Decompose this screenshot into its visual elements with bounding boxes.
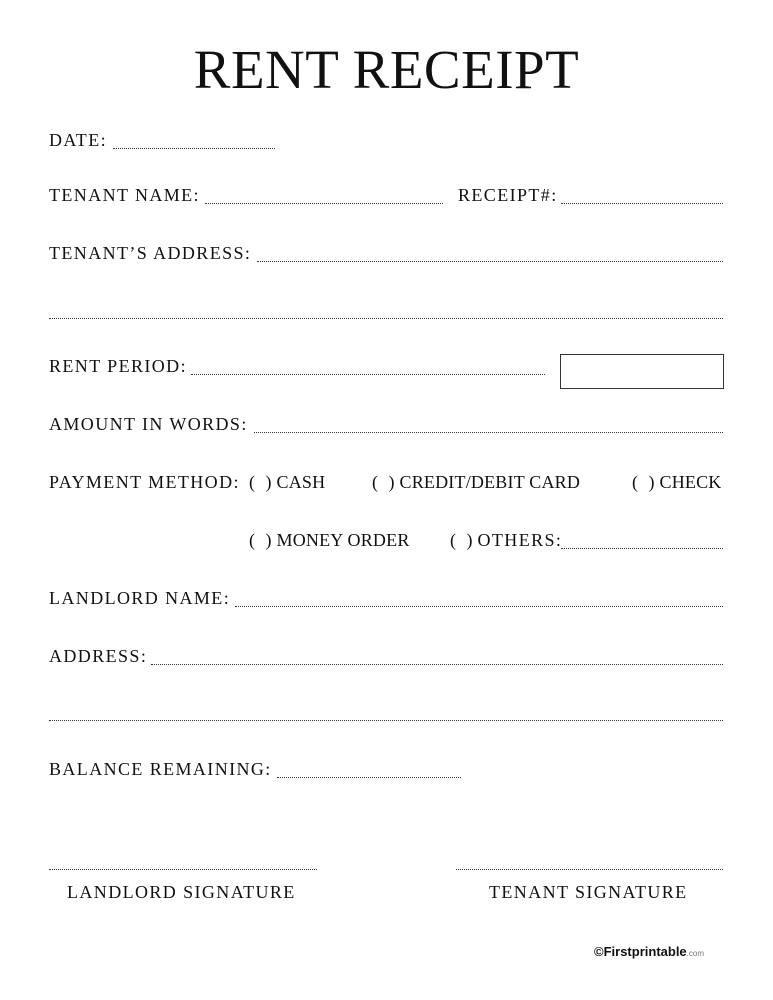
copyright-icon: © xyxy=(594,944,604,959)
receipt-number-label: RECEIPT#: xyxy=(458,185,558,205)
brand-domain: .com xyxy=(686,949,705,958)
money-order-label: MONEY ORDER xyxy=(276,530,410,550)
rent-period-line[interactable] xyxy=(191,374,545,375)
balance-remaining-line[interactable] xyxy=(277,777,461,778)
cash-label: CASH xyxy=(276,472,326,492)
option-others[interactable] xyxy=(450,530,562,551)
rent-period-label: RENT PERIOD: xyxy=(49,356,187,376)
balance-remaining-label: BALANCE REMAINING: xyxy=(49,759,272,779)
option-cash[interactable] xyxy=(249,472,325,493)
tenant-signature-line[interactable] xyxy=(456,869,723,870)
landlord-signature-line[interactable] xyxy=(49,869,317,870)
tenant-signature-label: TENANT SIGNATURE xyxy=(489,882,688,902)
tenant-address-label: TENANT’S ADDRESS: xyxy=(49,243,252,263)
brand-watermark xyxy=(594,944,704,959)
amount-in-words-label: AMOUNT IN WORDS: xyxy=(49,414,248,434)
others-line[interactable] xyxy=(561,548,723,549)
cash-checkbox[interactable]: ( ) xyxy=(249,472,275,492)
date-label: DATE: xyxy=(49,130,107,150)
page-title: RENT RECEIPT xyxy=(193,39,580,100)
tenant-name-label: TENANT NAME: xyxy=(49,185,200,205)
others-label: OTHERS: xyxy=(477,530,563,550)
landlord-name-line[interactable] xyxy=(235,606,723,607)
receipt-number-line[interactable] xyxy=(561,203,723,204)
others-checkbox[interactable]: ( ) xyxy=(450,530,476,550)
tenant-name-line[interactable] xyxy=(205,203,443,204)
card-checkbox[interactable]: ( ) xyxy=(372,472,398,492)
landlord-name-label: LANDLORD NAME: xyxy=(49,588,231,608)
landlord-address-line-2[interactable] xyxy=(49,720,723,721)
payment-method-label: PAYMENT METHOD: xyxy=(49,472,240,492)
landlord-signature-label: LANDLORD SIGNATURE xyxy=(67,882,296,902)
check-label: CHECK xyxy=(659,472,722,492)
tenant-address-line-2[interactable] xyxy=(49,318,723,319)
card-label: CREDIT/DEBIT CARD xyxy=(399,472,581,492)
brand-name: Firstprintable xyxy=(603,944,687,959)
landlord-address-line[interactable] xyxy=(151,664,723,665)
check-checkbox[interactable]: ( ) xyxy=(632,472,658,492)
tenant-address-line[interactable] xyxy=(257,261,723,262)
money-order-checkbox[interactable]: ( ) xyxy=(249,530,275,550)
landlord-address-label: ADDRESS: xyxy=(49,646,148,666)
date-line[interactable] xyxy=(113,148,275,149)
rent-amount-box[interactable] xyxy=(560,354,724,389)
amount-in-words-line[interactable] xyxy=(254,432,723,433)
option-credit-debit-card[interactable] xyxy=(372,472,580,493)
option-check[interactable] xyxy=(632,472,722,493)
option-money-order[interactable] xyxy=(249,530,410,551)
